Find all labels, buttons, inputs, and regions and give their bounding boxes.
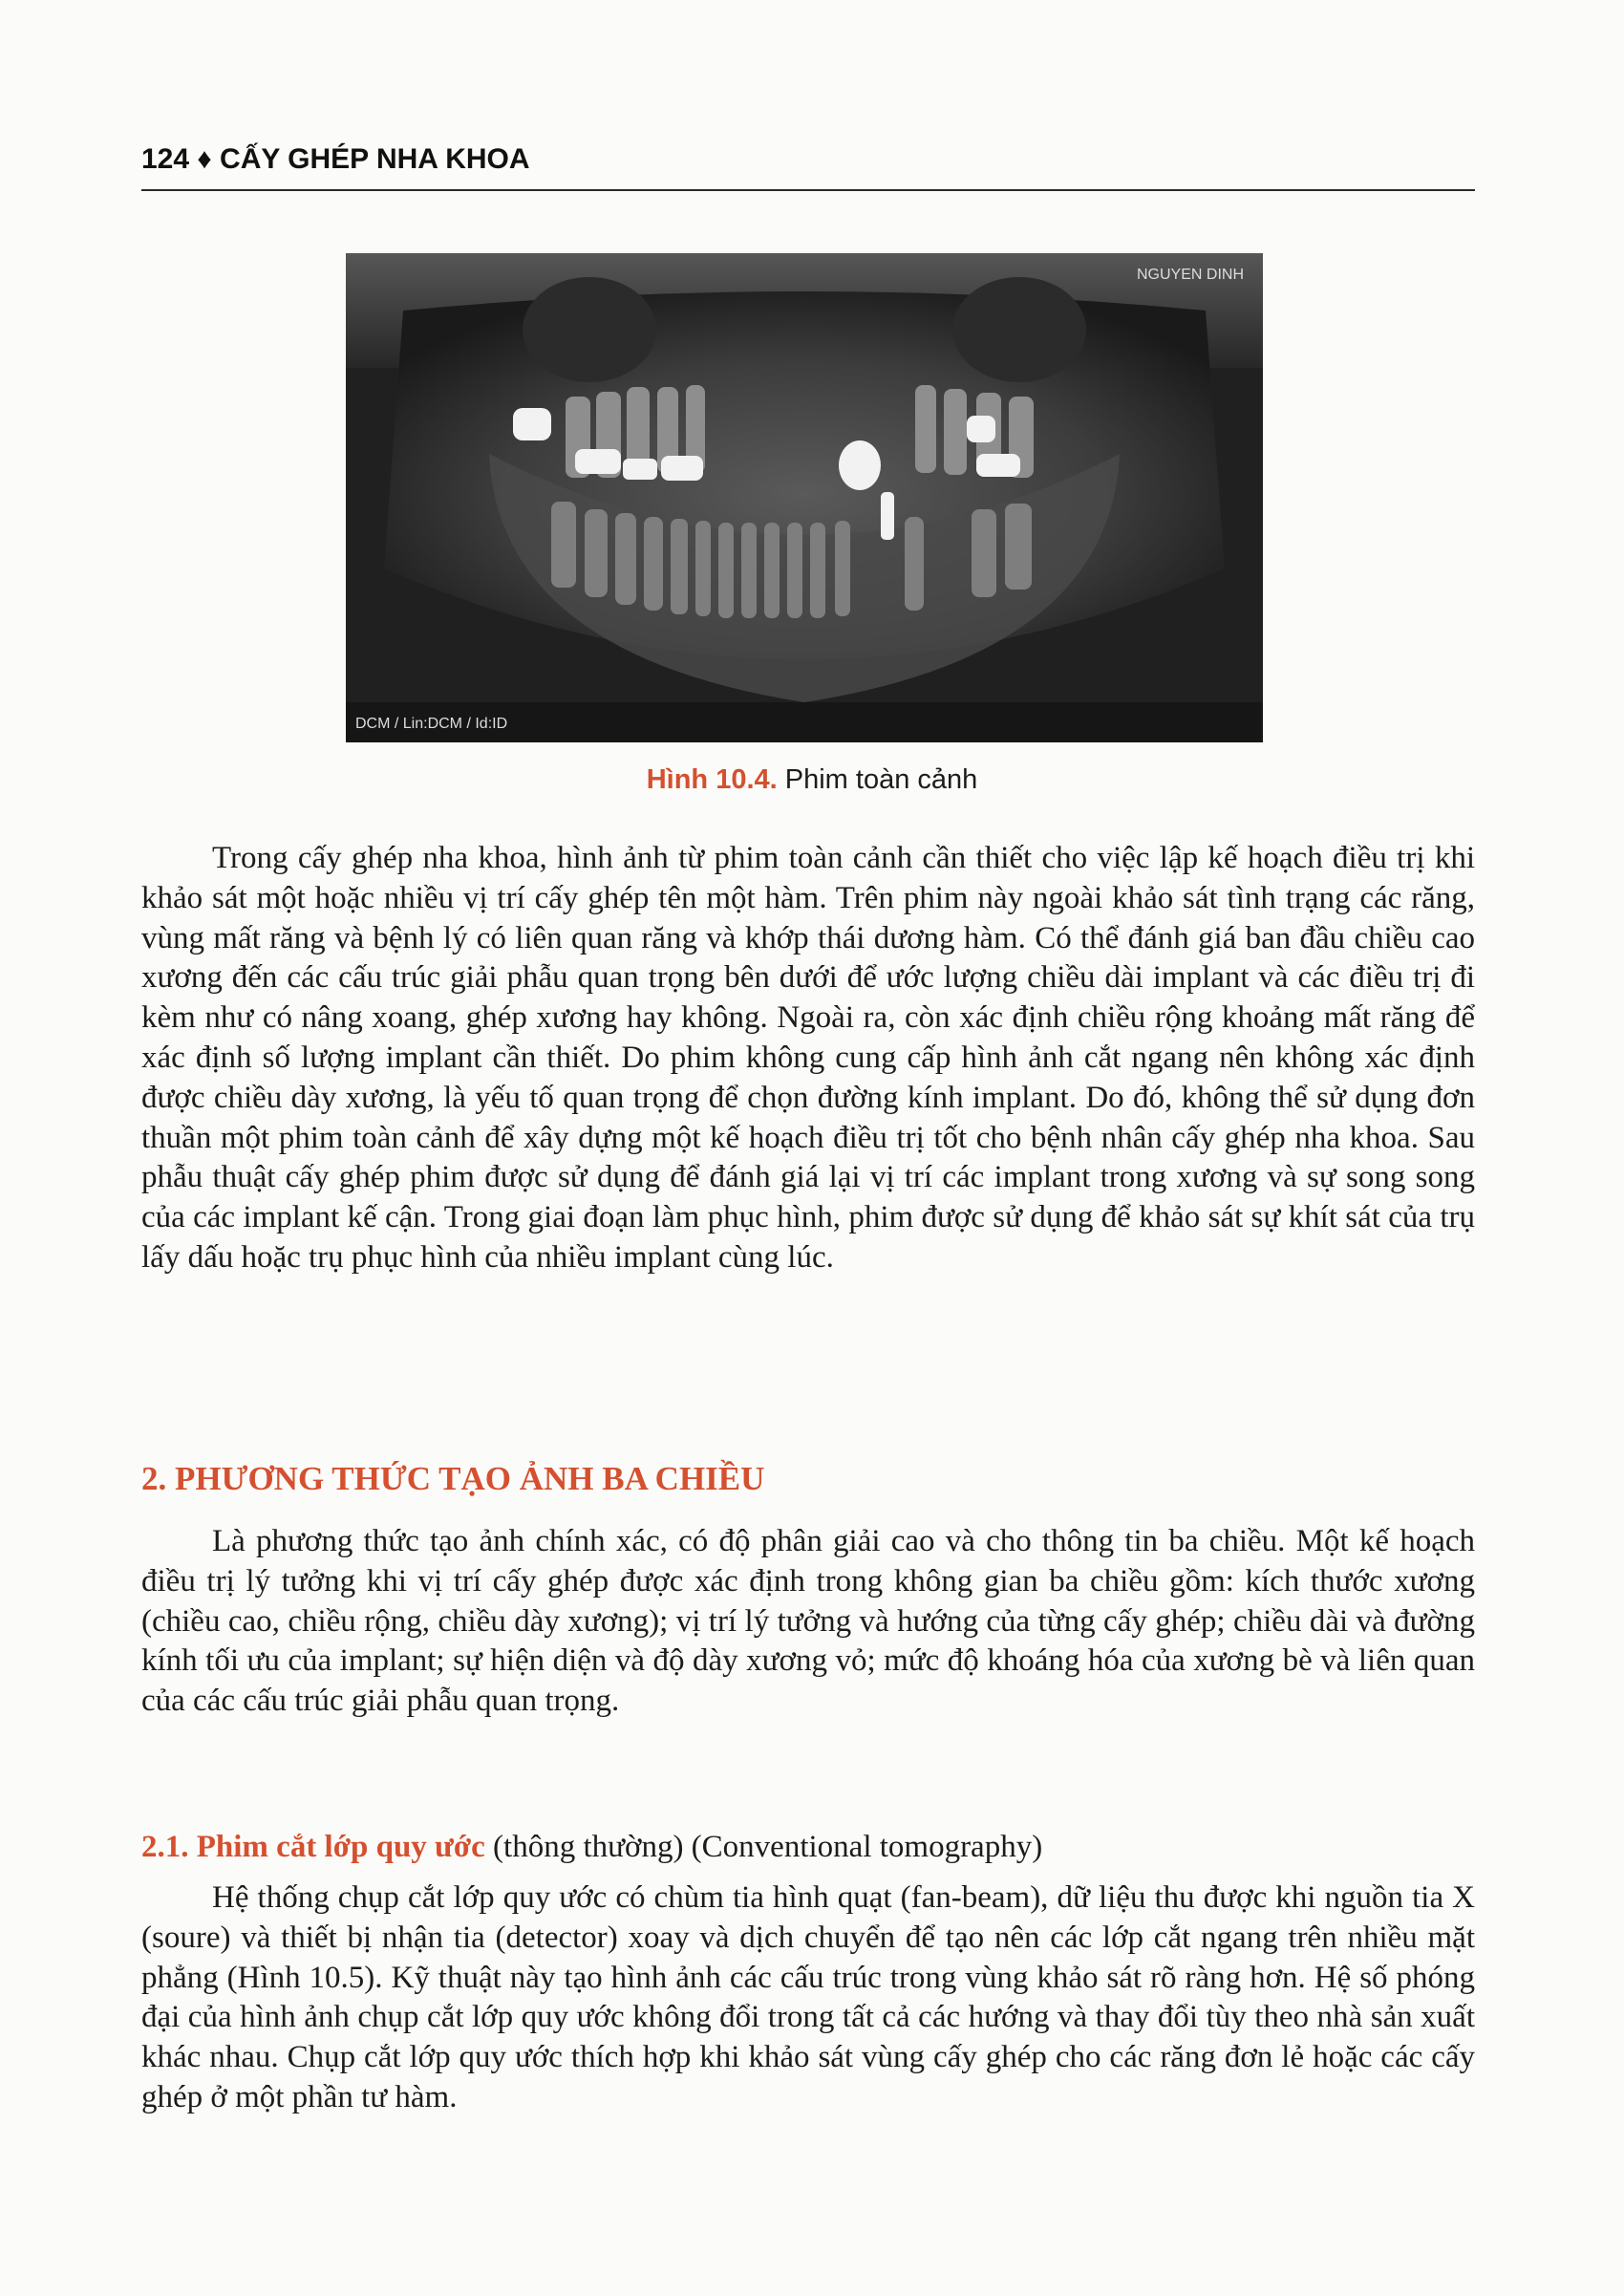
paragraph-3d-imaging: Là phương thức tạo ảnh chính xác, có độ phân giải cao và cho thông tin ba chiều. Một kế hoạch điều trị lý tưởng khi vị trí cấy ghép được xác định trong không gian ba chiều gồm: kích thước xương (chiều cao, chiều rộng, chiều dày xương); vị trí lý tưởng và hướng của từng cấy ghép; chiều dài và đường kính tối ưu của implant; sự hiện diện và độ dày xương vỏ; mức độ khoáng hóa của xương bè và liên quan của các cấu trúc giải phẫu quan trọng. xyxy=(141,1524,1475,1719)
running-header: 124 ♦ CẤY GHÉP NHA KHOA xyxy=(141,143,530,175)
right-sinus xyxy=(952,277,1086,382)
paragraph-panoramic: Trong cấy ghép nha khoa, hình ảnh từ phim toàn cảnh cần thiết cho việc lập kế hoạch điều trị khi khảo sát một hoặc nhiều vị trí cấy ghép tên một hàm. Trên phim này ngoài khảo sát tình trạng các răng, vùng mất răng và bệnh lý có liên quan răng và khớp thái dương hàm. Có thể đánh giá ban đầu chiều cao xương đến các cấu trúc giải phẫu quan trọng bên dưới để ước lượng chiều dài implant và các điều trị đi kèm như có nâng xoang, ghép xương hay không. Ngoài ra, còn xác định chiều rộng khoảng mất răng để xác định số lượng implant cần thiết. Do phim không cung cấp hình ảnh cắt ngang nên không xác định được chiều dày xương, là yếu tố quan trọng để chọn đường kính implant. Do đó, không thể sử dụng đơn thuần một phim toàn cảnh để xây dựng một kế hoạch điều trị tốt cho bệnh nhân cấy ghép nha khoa. Sau phẫu thuật cấy ghép phim được sử dụng để đánh giá lại vị trí các implant trong xương và sự song song của các implant kế cận. Trong giai đoạn làm phục hình, phim được sử dụng để khảo sát sự khít sát của trụ lấy dấu hoặc trụ phục hình của nhiều implant cùng lúc. xyxy=(141,841,1475,1275)
figure-caption-text: Phim toàn cảnh xyxy=(777,764,978,795)
subsection-title-rest: (thông thường) (Conventional tomography) xyxy=(484,1830,1043,1864)
xray-patient-label: NGUYEN DINH xyxy=(1136,267,1244,283)
section-heading-2: 2. PHƯƠNG THỨC TẠO ẢNH BA CHIỀU xyxy=(141,1460,765,1497)
header-rule xyxy=(141,189,1475,191)
figure-label: Hình 10.4. xyxy=(646,764,778,795)
panoramic-xray-image xyxy=(346,253,1263,742)
xray-id-label: DCM / Lin:DCM / Id:ID xyxy=(355,716,508,732)
subsection-heading-2-1 xyxy=(141,1830,1475,1865)
subsection-title: 2.1. Phim cắt lớp quy ước xyxy=(141,1830,485,1864)
left-sinus xyxy=(523,277,656,382)
figure-caption xyxy=(0,764,1624,796)
xray-drawing xyxy=(346,253,1263,742)
paragraph-tomography: Hệ thống chụp cắt lớp quy ước có chùm tia hình quạt (fan-beam), dữ liệu thu được khi nguồn tia X (soure) và thiết bị nhận tia (detector) xoay và dịch chuyển để tạo nên các lớp cắt ngang trên nhiều mặt phẳng (Hình 10.5). Kỹ thuật này tạo hình ảnh các cấu trúc trong vùng khảo sát rõ ràng hơn. Hệ số phóng đại của hình ảnh chụp cắt lớp quy ước không đổi trong tất cả các hướng và thay đổi tùy theo nhà sản xuất khác nhau. Chụp cắt lớp quy ước thích hợp khi khảo sát vùng cấy ghép cho các răng đơn lẻ hoặc các cấy ghép ở một phần tư hàm. xyxy=(141,1880,1475,2114)
